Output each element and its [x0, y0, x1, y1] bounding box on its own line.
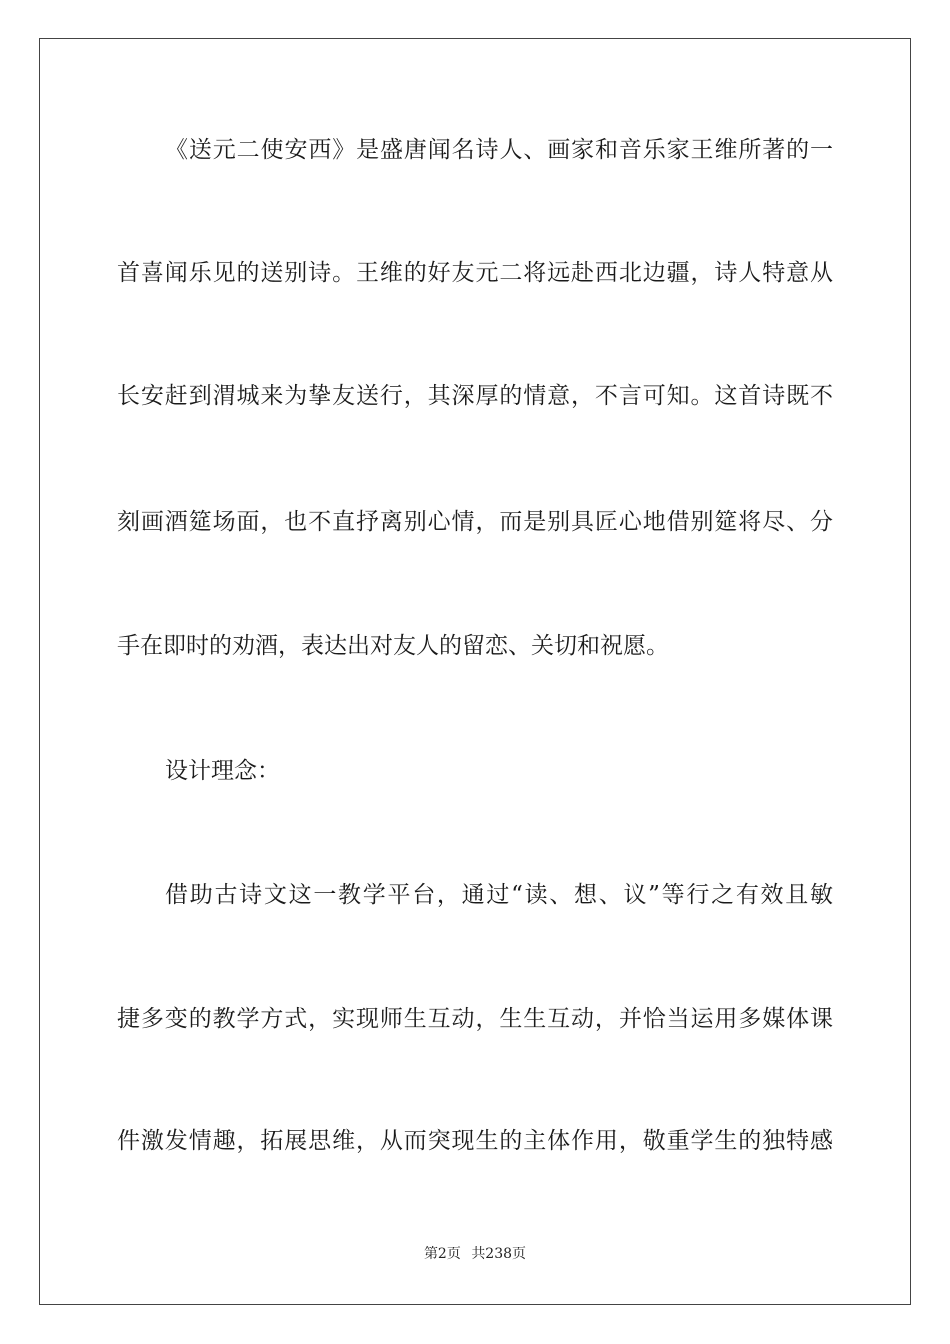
current-page-label: 第2页	[423, 1246, 461, 1262]
paragraph-line-7: 捷多变的教学方式，实现师生互动，生生互动，并恰当运用多媒体课	[117, 1006, 833, 1032]
page-footer	[0, 1244, 950, 1264]
paragraph-line-5: 手在即时的劝酒，表达出对友人的留恋、关切和祝愿。	[117, 633, 669, 659]
paragraph-line-1: 《送元二使安西》是盛唐闻名诗人、画家和音乐家王维所著的一	[165, 137, 833, 163]
page-border	[39, 38, 911, 1305]
section-heading: 设计理念：	[165, 758, 280, 784]
paragraph-line-3: 长安赶到渭城来为挚友送行，其深厚的情意，不言可知。这首诗既不	[117, 383, 833, 409]
paragraph-line-4: 刻画酒筵场面，也不直抒离别心情，而是别具匠心地借别筵将尽、分	[117, 509, 833, 535]
total-pages-label: 共238页	[471, 1246, 527, 1262]
paragraph-line-8: 件激发情趣，拓展思维，从而突现生的主体作用，敬重学生的独特感	[117, 1128, 833, 1154]
paragraph-line-2: 首喜闻乐见的送别诗。王维的好友元二将远赴西北边疆，诗人特意从	[117, 260, 833, 286]
paragraph-line-6: 借助古诗文这一教学平台，通过“读、想、议”等行之有效且敏	[165, 882, 833, 908]
